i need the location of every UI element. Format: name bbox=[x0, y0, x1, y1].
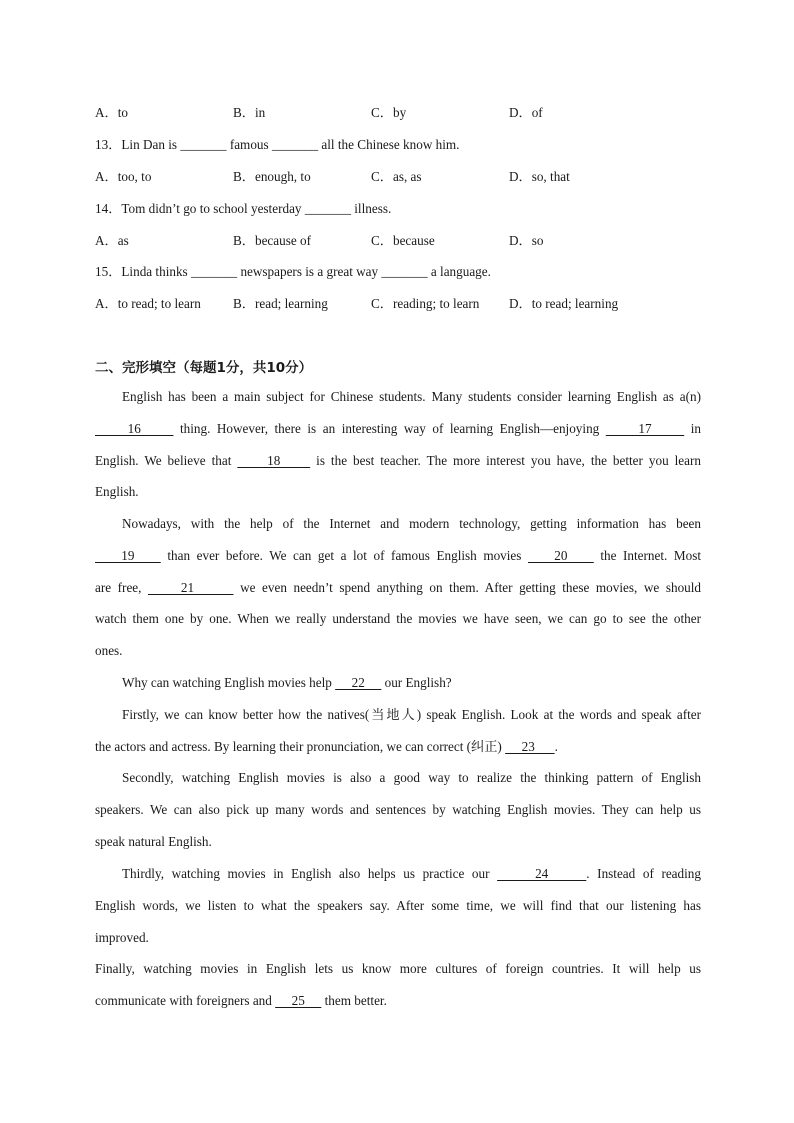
blank-17: 17 bbox=[605, 420, 685, 436]
q13-stem: 13．Lin Dan is _______ famous _______ all the Chinese know him. bbox=[95, 137, 460, 152]
paragraph-2: Nowadays, with the help of the Internet and modern technology, getting information has been 19 than ever before. We can get a lot of famous English movies 20 the Internet. Most are free, 21 we even needn’t spend anything on them. After getting these movies, we should watch them one by one. When we really understand the movies we have seen, we can go to see the other ones. bbox=[95, 516, 702, 659]
blank-20: 20 bbox=[528, 547, 594, 563]
q14-option-a: A．as bbox=[95, 233, 129, 248]
blank-23: 23 bbox=[505, 738, 555, 754]
q15-stem: 15．Linda thinks _______ newspapers is a great way _______ a language. bbox=[95, 264, 491, 279]
q13-option-b: B．enough, to bbox=[233, 169, 311, 184]
q14-option-c: C．because bbox=[371, 233, 435, 248]
q13-option-c: C．as, as bbox=[371, 169, 422, 184]
q15-option-c: C．reading; to learn bbox=[371, 296, 480, 311]
blank-25: 25 bbox=[275, 992, 322, 1008]
q15-option-a: A．to read; to learn bbox=[95, 296, 201, 311]
blank-19: 19 bbox=[95, 547, 161, 563]
q13-blank-1: _______ bbox=[180, 137, 227, 152]
paragraph-5: Secondly, watching English movies is also a good way to realize the thinking pattern of English speakers. We can also pick up many words and sentences by watching English movies. They can help us speak natural English. bbox=[95, 770, 701, 849]
section-heading: 二、完形填空（每题1分，共10分） bbox=[95, 360, 313, 376]
q12-option-a: A．to bbox=[95, 105, 128, 120]
q13-option-d: D．so, that bbox=[509, 169, 570, 184]
paragraph-7: Finally, watching movies in English lets us know more cultures of foreign countries. It will help us communicate with foreigners and 25 them better. bbox=[95, 961, 701, 1008]
blank-22: 22 bbox=[335, 675, 382, 690]
paragraph-1: English has been a main subject for Chinese students. Many students consider learning English as a(n) 16 thing. However, there is an interesting way of learning English—enjoying 17 in English. We believe that 18 is the best teacher. The more interest you have, the better you learn English. bbox=[95, 389, 702, 500]
q14-stem: 14．Tom didn’t go to school yesterday _______ illness. bbox=[95, 201, 392, 216]
q14-options bbox=[95, 230, 701, 248]
blank-16: 16 bbox=[95, 420, 174, 436]
q14-blank: _______ bbox=[304, 201, 351, 216]
paragraph-3: Why can watching English movies help 22 our English? bbox=[122, 675, 452, 690]
q12-option-b: B．in bbox=[233, 105, 266, 120]
blank-18: 18 bbox=[237, 452, 311, 468]
q12-option-c: C．by bbox=[371, 105, 407, 120]
q15-blank-1: _______ bbox=[190, 264, 238, 279]
q15-blank-2: _______ bbox=[381, 264, 428, 279]
q15-options bbox=[95, 293, 701, 311]
q15-option-d: D．to read; learning bbox=[509, 296, 619, 311]
q13-options bbox=[95, 166, 701, 184]
paragraph-4: Firstly, we can know better how the natives(当地人) speak English. Look at the words and speak after the actors and actress. By learning their pronunciation, we can correct (纠正) 23 . bbox=[95, 707, 701, 754]
q13-option-a: A．too, to bbox=[95, 169, 152, 184]
q14-option-b: B．because of bbox=[233, 233, 311, 248]
q12-option-d: D．of bbox=[509, 105, 543, 120]
q15-option-b: B．read; learning bbox=[233, 296, 328, 311]
q14-option-d: D．so bbox=[509, 233, 544, 248]
blank-24: 24 bbox=[497, 866, 587, 881]
blank-21: 21 bbox=[148, 579, 234, 595]
q13-blank-2: _______ bbox=[271, 137, 319, 152]
paragraph-6: Thirdly, watching movies in English also helps us practice our 24 . Instead of reading English words, we listen to what the speakers say. After some time, we will find that our listening has improved. bbox=[95, 866, 701, 945]
q12-options bbox=[95, 102, 701, 120]
